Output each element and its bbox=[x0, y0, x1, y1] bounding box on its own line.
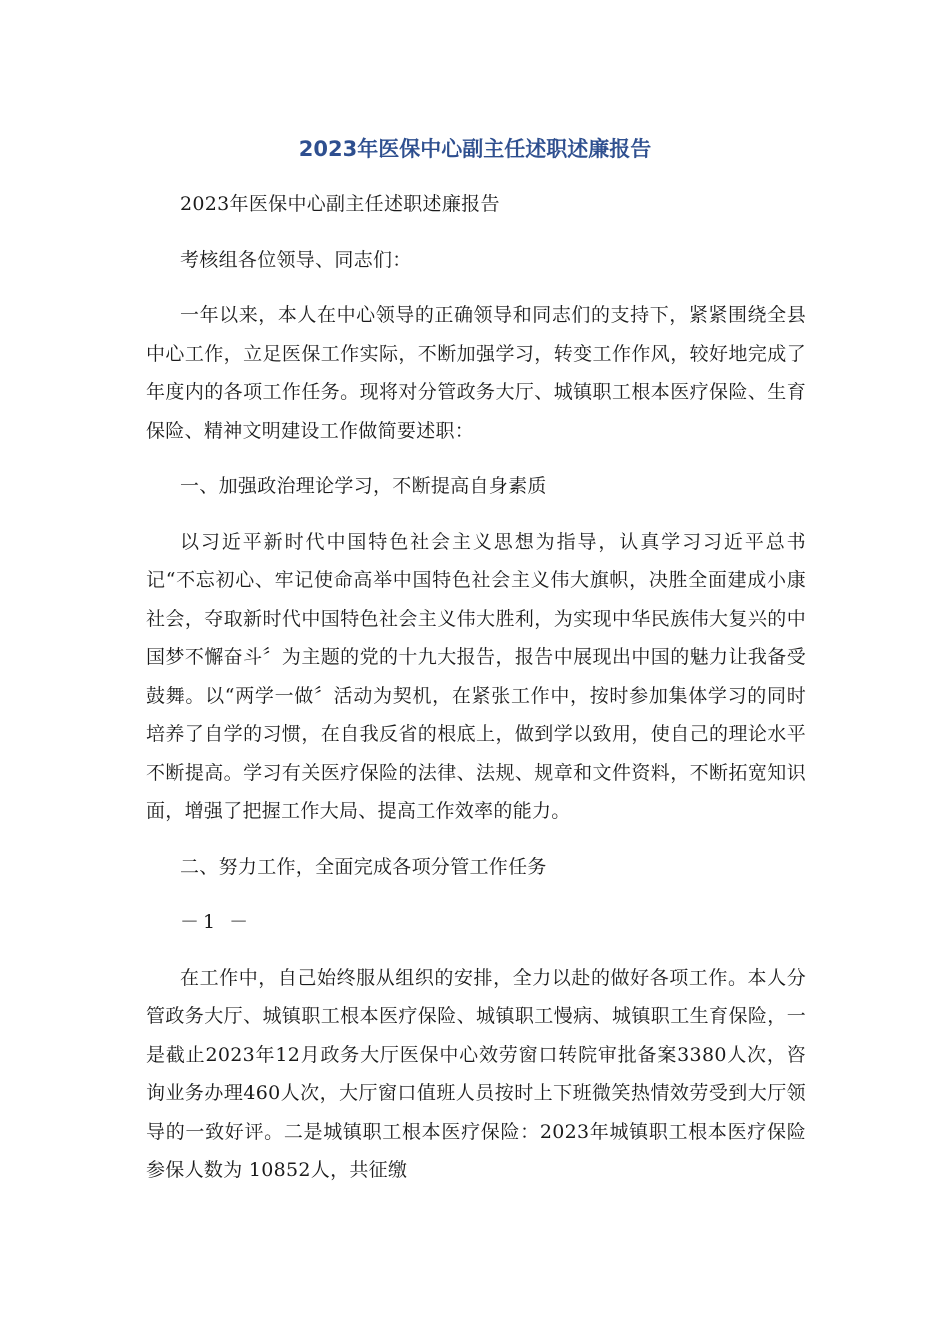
section-heading-2: 二、努力工作，全面完成各项分管工作任务 bbox=[180, 855, 547, 878]
document-body bbox=[146, 185, 806, 1190]
page-number: －1 － bbox=[180, 911, 253, 933]
section-1-paragraph: 以习近平新时代中国特色社会主义思想为指导，认真学习习近平总书记“不忘初心、牢记使命高举中国特色社会主义伟大旗帜，决胜全面建成小康社会，夺取新时代中国特色社会主义伟大胜利，为实现中华民族伟大复兴的中国梦不懈奋斗〞为主题的党的十九大报告，报告中展现出中国的魅力让我备受鼓舞。以“两学一做〞活动为契机，在紧张工作中，按时参加集体学习的同时培养了自学的习惯，在自我反省的根底上，做到学以致用，使自己的理论水平不断提高。学习有关医疗保险的法律、法规、规章和文件资料，不断拓宽知识面，增强了把握工作大局、提高工作效率的能力。 bbox=[146, 530, 806, 822]
salutation-paragraph: 考核组各位领导、同志们： bbox=[180, 248, 412, 271]
document-title: 2023年医保中心副主任述职述廉报告 bbox=[298, 137, 652, 161]
section-2-paragraph: 在工作中，自己始终服从组织的安排，全力以赴的做好各项工作。本人分管政务大厅、城镇职工根本医疗保险、城镇职工慢病、城镇职工生育保险，一是截止2023年12月政务大厅医保中心效劳窗口转院审批备案3380人次，咨询业务办理460人次，大厅窗口值班人员按时上下班微笑热情效劳受到大厅领导的一致好评。二是城镇职工根本医疗保险：2023年城镇职工根本医疗保险参保人数为 10852人，共征缴 bbox=[146, 966, 806, 1181]
intro-paragraph: 一年以来，本人在中心领导的正确领导和同志们的支持下，紧紧围绕全县中心工作，立足医保工作实际，不断加强学习，转变工作作风，较好地完成了年度内的各项工作任务。现将对分管政务大厅、城镇职工根本医疗保险、生育保险、精神文明建设工作做简要述职： bbox=[146, 304, 806, 442]
subtitle-paragraph: 2023年医保中心副主任述职述廉报告 bbox=[180, 193, 500, 215]
section-heading-1: 一、加强政治理论学习，不断提高自身素质 bbox=[180, 475, 547, 497]
